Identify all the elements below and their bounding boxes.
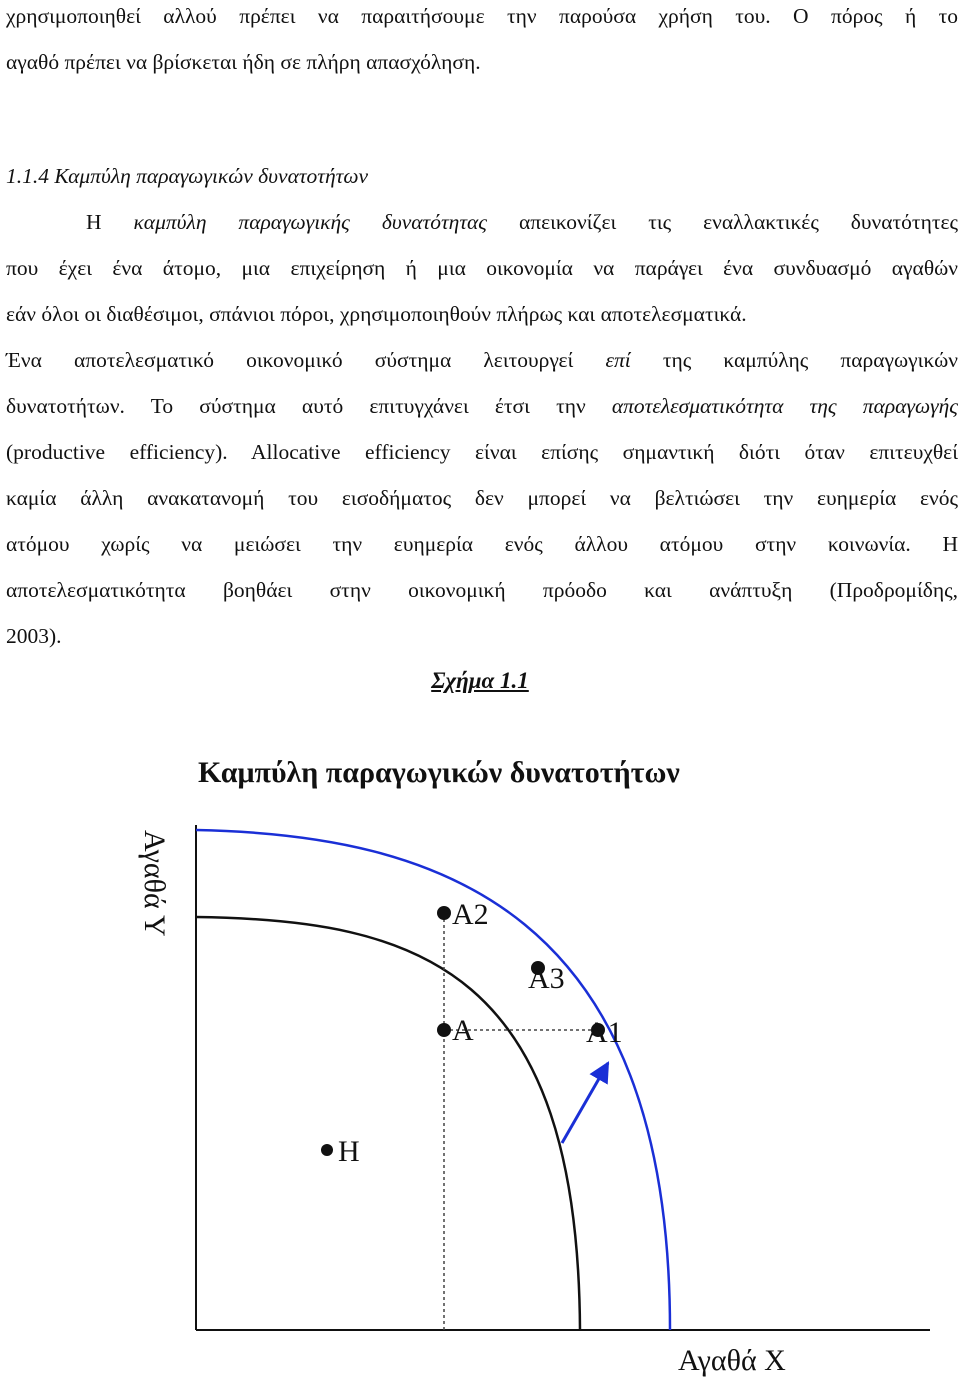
figure-caption: [0, 666, 960, 696]
point-a2-label: A2: [452, 898, 489, 931]
point-a3-label: A3: [528, 962, 565, 995]
text-line: καμία άλλη ανακατανομή του εισοδήματος δεν μπορεί να βελτιώσει την ευημερία ενός: [6, 486, 958, 510]
figure-caption-text: Σχήμα 1.1: [431, 668, 529, 693]
text-fragment: Ένα αποτελεσματικό οικονομικό σύστημα λειτουργεί: [6, 348, 606, 372]
x-axis-label: Αγαθά Χ: [678, 1344, 786, 1377]
term-italic: καμπύλη παραγωγικής δυνατότητας: [133, 210, 488, 234]
point-a: [437, 1023, 451, 1037]
term-italic: επί: [605, 348, 631, 372]
text-line: αγαθό πρέπει να βρίσκεται ήδη σε πλήρη απασχόληση.: [6, 50, 481, 74]
text-line: 2003).: [6, 624, 62, 648]
text-line: ατόμου χωρίς να μειώσει την ευημερία ενός άλλου ατόμου στην κοινωνία. Η: [6, 532, 958, 556]
text-line: εάν όλοι οι διαθέσιμοι, σπάνιοι πόροι, χρησιμοποιηθούν πλήρως και αποτελεσματικά.: [6, 302, 747, 326]
point-a1-label: A1: [586, 1016, 623, 1049]
text-line: χρησιμοποιηθεί αλλού πρέπει να παραιτήσουμε την παρούσα χρήση του. Ο πόρος ή το: [6, 4, 958, 28]
diagram-title: Καμπύλη παραγωγικών δυνατοτήτων: [198, 756, 680, 789]
point-h-label: H: [338, 1135, 360, 1168]
point-a2: [437, 906, 451, 920]
text-fragment: της καμπύλης παραγωγικών: [630, 348, 958, 372]
term-italic: αποτελεσματικότητα της παραγωγής: [611, 394, 958, 418]
inner-ppf-curve: [196, 917, 580, 1330]
point-h: [321, 1144, 333, 1156]
text-line: αποτελεσματικότητα βοηθάει στην οικονομική πρόοδο και ανάπτυξη (Προδρομίδης,: [6, 578, 958, 602]
text-line: που έχει ένα άτομο, μια επιχείρηση ή μια οικονομία να παράγει ένα συνδυασμό αγαθών: [6, 256, 958, 280]
y-axis-label: Αγαθά Υ: [138, 830, 171, 937]
text-line: [6, 392, 958, 420]
text-line: [6, 346, 958, 374]
shift-arrow: [562, 1063, 608, 1143]
text-fragment: δυνατοτήτων. Το σύστημα αυτό επιτυγχάνει έτσι την: [6, 394, 612, 418]
section-heading: 1.1.4 Καμπύλη παραγωγικών δυνατοτήτων: [6, 164, 369, 188]
text-line: (productive efficiency). Allocative efficiency είναι επίσης σημαντική διότι όταν επιτευχθεί: [6, 440, 958, 464]
text-fragment: απεικονίζει τις εναλλακτικές δυνατότητες: [487, 210, 958, 234]
text-fragment: Η: [86, 210, 134, 234]
text-line: [86, 208, 958, 236]
point-a-label: A: [452, 1014, 474, 1047]
ppf-diagram: [0, 730, 960, 1385]
